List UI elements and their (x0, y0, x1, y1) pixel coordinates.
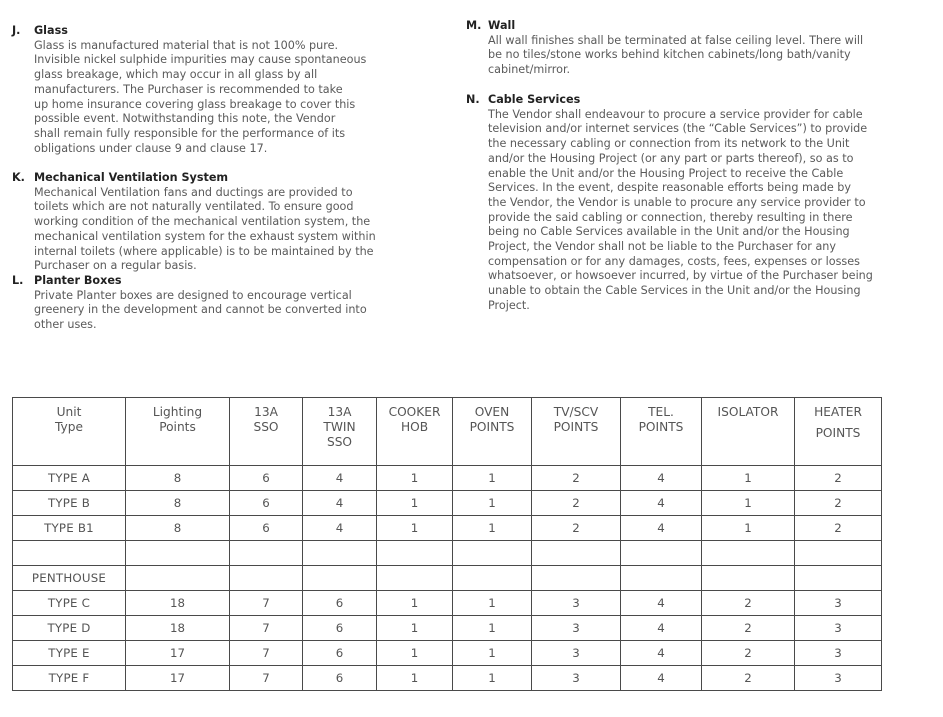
table-cell: 1 (453, 641, 532, 666)
table-cell: 7 (230, 591, 303, 616)
column-header-unit-type (13, 398, 126, 466)
table-cell: 1 (377, 491, 453, 516)
table-cell: 1 (377, 466, 453, 491)
table-cell (230, 541, 303, 566)
clause-title: Mechanical Ventilation System (34, 171, 229, 184)
unit-type-cell: TYPE B (13, 491, 126, 516)
column-header-cooker-hob (377, 398, 453, 466)
table-cell: 6 (303, 666, 377, 691)
table-cell: 3 (532, 666, 621, 691)
clause-body (488, 108, 886, 314)
table-cell: 2 (702, 591, 795, 616)
header-text: TV/SCV (553, 405, 599, 419)
table-cell: 2 (532, 516, 621, 541)
table-cell: 2 (795, 491, 882, 516)
table-cell (532, 541, 621, 566)
clause-line: provide the said cabling or connection, thereby resulting in there (488, 210, 853, 224)
clause-line: internal toilets (where applicable) is to be maintained by the (34, 244, 374, 258)
clause-body (34, 186, 387, 274)
table-cell: 2 (795, 466, 882, 491)
clause-line: compensation or for any damages, costs, fees, expenses or losses (488, 254, 860, 268)
unit-type-cell: TYPE A (13, 466, 126, 491)
table-cell: 1 (377, 591, 453, 616)
unit-type-cell: PENTHOUSE (13, 566, 126, 591)
header-text: HEATER (814, 405, 862, 419)
clause-letter: L. (12, 274, 24, 287)
clause-letter: J. (12, 24, 21, 37)
clause-line: shall remain fully responsible for the performance of its (34, 126, 346, 140)
table-cell: 1 (453, 516, 532, 541)
clause-title: Glass (34, 24, 68, 37)
clause-line: Glass is manufactured material that is not 100% pure. (34, 38, 339, 52)
clause-body (488, 34, 886, 78)
column-header-tel-points (621, 398, 702, 466)
column-header-lighting-points (126, 398, 230, 466)
table-cell: 4 (621, 641, 702, 666)
clause-cable-services (466, 93, 886, 314)
table-cell: 6 (230, 516, 303, 541)
table-cell: 2 (532, 466, 621, 491)
clause-wall (466, 19, 886, 78)
unit-type-cell: TYPE D (13, 616, 126, 641)
clause-line: toilets which are not naturally ventilated. To ensure good (34, 200, 354, 214)
clause-line: Purchaser on a regular basis. (34, 259, 197, 273)
table-cell: 8 (126, 516, 230, 541)
table-cell: 1 (377, 641, 453, 666)
table-cell: 1 (453, 591, 532, 616)
table-row (13, 541, 882, 566)
table-cell: 6 (230, 491, 303, 516)
clause-line: possible event. Notwithstanding this note, the Vendor (34, 112, 336, 126)
clause-line: other uses. (34, 318, 97, 332)
table-row (13, 641, 882, 666)
table-cell (621, 541, 702, 566)
clause-line: Invisible nickel sulphide impurities may cause spontaneous (34, 53, 367, 67)
table-cell: 4 (621, 591, 702, 616)
table-cell: 3 (795, 616, 882, 641)
table-cell (453, 541, 532, 566)
table-cell (621, 566, 702, 591)
table-row (13, 516, 882, 541)
table-row (13, 616, 882, 641)
table-cell: 4 (303, 491, 377, 516)
table-cell: 1 (702, 516, 795, 541)
table-cell: 1 (377, 616, 453, 641)
clause-line: Private Planter boxes are designed to encourage vertical (34, 288, 352, 302)
clause-body (34, 39, 387, 157)
header-text: Type (55, 420, 83, 434)
clause-line: cabinet/mirror. (488, 63, 571, 77)
table-cell: 2 (702, 666, 795, 691)
table-row (13, 491, 882, 516)
table-cell: 4 (621, 516, 702, 541)
unit-type-cell: TYPE E (13, 641, 126, 666)
table-cell (230, 566, 303, 591)
table-cell (303, 566, 377, 591)
header-text: TEL. (648, 405, 674, 419)
column-header-oven-points (453, 398, 532, 466)
table-cell: 2 (702, 616, 795, 641)
table-cell (702, 566, 795, 591)
table-cell: 4 (621, 666, 702, 691)
table-cell (795, 566, 882, 591)
table-cell: 17 (126, 666, 230, 691)
unit-type-cell: TYPE C (13, 591, 126, 616)
table-cell: 6 (303, 616, 377, 641)
table-body (13, 466, 882, 691)
table-row (13, 666, 882, 691)
clause-line: and/or the Housing Project (or any part or parts thereof), so as to (488, 151, 854, 165)
clause-glass (12, 24, 387, 156)
table-cell: 8 (126, 466, 230, 491)
clause-line: working condition of the mechanical ventilation system, the (34, 215, 371, 229)
column-header-isolator (702, 398, 795, 466)
clause-planter-boxes (12, 274, 387, 333)
table-cell: 4 (621, 491, 702, 516)
clause-line: the necessary cabling or connection from its network to the Unit (488, 137, 850, 151)
table-cell: 3 (532, 591, 621, 616)
clause-line: television and/or internet services (the “Cable Services”) to provide (488, 122, 868, 136)
table-cell: 7 (230, 666, 303, 691)
table-cell (126, 566, 230, 591)
header-text: Unit (56, 405, 82, 419)
table-cell: 3 (795, 591, 882, 616)
clause-title: Wall (488, 19, 516, 32)
column-header-heater-points (795, 398, 882, 466)
table-cell: 3 (532, 641, 621, 666)
clause-letter: N. (466, 93, 480, 106)
clause-title: Cable Services (488, 93, 581, 106)
table-cell: 6 (303, 591, 377, 616)
table-cell: 4 (303, 516, 377, 541)
header-text: 13A (327, 405, 352, 419)
table-cell: 4 (621, 616, 702, 641)
electrical-points-table (12, 397, 882, 691)
table-cell: 2 (702, 641, 795, 666)
table-cell: 18 (126, 591, 230, 616)
clause-letter: K. (12, 171, 25, 184)
table-cell (303, 541, 377, 566)
unit-type-cell (13, 541, 126, 566)
clause-line: the Vendor, the Vendor is unable to procure any service provider to (488, 195, 866, 209)
clause-line: Project. (488, 298, 530, 312)
header-text: OVEN (474, 405, 510, 419)
clause-line: up home insurance covering glass breakage to cover this (34, 97, 356, 111)
table-cell (532, 566, 621, 591)
table-cell (377, 541, 453, 566)
table-cell: 2 (532, 491, 621, 516)
clause-title: Planter Boxes (34, 274, 122, 287)
table-cell: 18 (126, 616, 230, 641)
clause-line: enable the Unit and/or the Housing Project to receive the Cable (488, 166, 844, 180)
table-cell: 4 (621, 466, 702, 491)
table-cell (126, 541, 230, 566)
clause-line: Mechanical Ventilation fans and ductings are provided to (34, 185, 353, 199)
header-text: SSO (326, 435, 353, 449)
header-text: Lighting (152, 405, 203, 419)
unit-type-cell: TYPE F (13, 666, 126, 691)
header-text: SSO (253, 420, 279, 434)
clause-line: obligations under clause 9 and clause 17. (34, 141, 268, 155)
clause-line: mechanical ventilation system for the exhaust system within (34, 229, 376, 243)
clause-line: be no tiles/stone works behind kitchen cabinets/long bath/vanity (488, 48, 851, 62)
table-row (13, 591, 882, 616)
header-text: TWIN (323, 420, 356, 434)
clause-line: manufacturers. The Purchaser is recommended to take (34, 82, 343, 96)
clause-line: being no Cable Services available in the Unit and/or the Housing (488, 225, 850, 239)
table-cell (453, 566, 532, 591)
clause-line: Services. In the event, despite reasonable efforts being made by (488, 181, 851, 195)
column-header-13a-twin-sso (303, 398, 377, 466)
header-text: COOKER (388, 405, 441, 419)
table-header-row (13, 398, 882, 466)
header-text: Points (159, 420, 196, 434)
table-cell: 1 (453, 616, 532, 641)
clause-line: Project, the Vendor shall not be liable to the Purchaser for any (488, 240, 837, 254)
table-cell: 6 (230, 466, 303, 491)
table-cell: 4 (303, 466, 377, 491)
table-cell: 1 (702, 491, 795, 516)
header-text: HOB (400, 420, 429, 434)
column-header-13a-sso (230, 398, 303, 466)
table-cell: 1 (453, 491, 532, 516)
table-cell: 17 (126, 641, 230, 666)
table-cell: 3 (532, 616, 621, 641)
header-text: POINTS (469, 420, 515, 434)
header-text: POINTS (553, 420, 599, 434)
table-cell: 1 (377, 666, 453, 691)
table-cell: 3 (795, 641, 882, 666)
table-cell: 2 (795, 516, 882, 541)
table-cell (702, 541, 795, 566)
table-cell: 6 (303, 641, 377, 666)
table-cell: 1 (702, 466, 795, 491)
clause-line: All wall finishes shall be terminated at false ceiling level. There will (488, 33, 864, 47)
column-header-tv-scv-points (532, 398, 621, 466)
clause-line: The Vendor shall endeavour to procure a service provider for cable (488, 107, 863, 121)
header-text: POINTS (815, 426, 861, 440)
table-cell (795, 541, 882, 566)
clause-line: glass breakage, which may occur in all glass by all (34, 68, 318, 82)
clause-mechanical-ventilation (12, 171, 387, 274)
table-cell (377, 566, 453, 591)
table-cell: 1 (453, 666, 532, 691)
clause-line: greenery in the development and cannot be converted into (34, 303, 367, 317)
table-row (13, 466, 882, 491)
clause-line: whatsoever, or howsoever incurred, by virtue of the Purchaser being (488, 269, 873, 283)
table-cell: 1 (453, 466, 532, 491)
table-cell: 1 (377, 516, 453, 541)
clause-body (34, 289, 387, 333)
table-cell: 8 (126, 491, 230, 516)
header-text: 13A (254, 405, 278, 419)
table-cell: 7 (230, 616, 303, 641)
unit-type-cell: TYPE B1 (13, 516, 126, 541)
header-text: ISOLATOR (717, 405, 779, 419)
table-cell: 3 (795, 666, 882, 691)
clause-line: unable to obtain the Cable Services in the Unit and/or the Housing (488, 284, 861, 298)
header-text: POINTS (638, 420, 684, 434)
table-row (13, 566, 882, 591)
clause-letter: M. (466, 19, 482, 32)
table-cell: 7 (230, 641, 303, 666)
